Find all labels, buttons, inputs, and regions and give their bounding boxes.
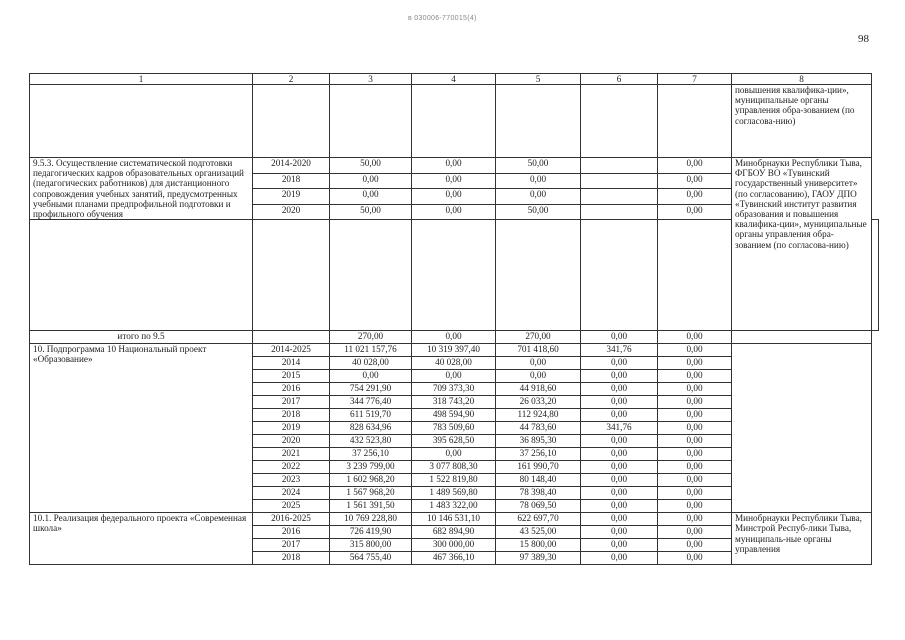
year-cell: 2016 bbox=[253, 383, 330, 396]
value-cell: 682 894,90 bbox=[412, 526, 496, 539]
year-cell: 2017 bbox=[253, 396, 330, 409]
table-row bbox=[30, 344, 879, 357]
value-cell: 0,00 bbox=[496, 173, 581, 189]
value-cell: 1 602 968,20 bbox=[330, 474, 412, 487]
value-cell: 112 924,80 bbox=[496, 409, 581, 422]
year-cell: 2019 bbox=[253, 422, 330, 435]
value-cell: 0,00 bbox=[581, 409, 658, 422]
value-cell: 300 000,00 bbox=[412, 539, 496, 552]
value-cell: 50,00 bbox=[496, 204, 581, 220]
year-cell: 2023 bbox=[253, 474, 330, 487]
value-cell: 0,00 bbox=[581, 539, 658, 552]
value-cell: 315 800,00 bbox=[330, 539, 412, 552]
value-cell: 0,00 bbox=[330, 189, 412, 205]
header-cell: 7 bbox=[658, 74, 732, 85]
value-cell bbox=[581, 189, 658, 205]
value-cell: 0,00 bbox=[658, 422, 732, 435]
value-cell: 0,00 bbox=[496, 189, 581, 205]
value-cell: 40 028,00 bbox=[412, 357, 496, 370]
value-cell: 44 918,60 bbox=[496, 383, 581, 396]
budget-table bbox=[29, 73, 879, 565]
value-cell: 341,76 bbox=[581, 344, 658, 357]
value-cell: 78 398,40 bbox=[496, 487, 581, 500]
value-cell: 0,00 bbox=[581, 383, 658, 396]
value-cell: 0,00 bbox=[658, 487, 732, 500]
value-cell: 37 256,10 bbox=[496, 448, 581, 461]
year-cell: 2014 bbox=[253, 357, 330, 370]
value-cell: 0,00 bbox=[581, 461, 658, 474]
value-cell: 783 509,60 bbox=[412, 422, 496, 435]
value-cell: 0,00 bbox=[581, 435, 658, 448]
year-cell: 2020 bbox=[253, 204, 330, 220]
value-cell: 0,00 bbox=[658, 331, 732, 344]
header-cell: 3 bbox=[330, 74, 412, 85]
value-cell: 754 291,90 bbox=[330, 383, 412, 396]
value-cell: 1 567 968,20 bbox=[330, 487, 412, 500]
year-cell: 2024 bbox=[253, 487, 330, 500]
header-row bbox=[30, 74, 879, 85]
value-cell: 36 895,30 bbox=[496, 435, 581, 448]
year-cell: 2025 bbox=[253, 500, 330, 513]
value-cell: 0,00 bbox=[658, 189, 732, 205]
value-cell: 0,00 bbox=[658, 526, 732, 539]
value-cell: 0,00 bbox=[581, 526, 658, 539]
value-cell: 0,00 bbox=[658, 396, 732, 409]
value-cell: 10 146 531,10 bbox=[412, 513, 496, 526]
value-cell: 498 594,90 bbox=[412, 409, 496, 422]
value-cell: 1 522 819,80 bbox=[412, 474, 496, 487]
value-cell: 26 033,20 bbox=[496, 396, 581, 409]
value-cell: 10 319 397,40 bbox=[412, 344, 496, 357]
year-cell: 2014-2025 bbox=[253, 344, 330, 357]
value-cell: 0,00 bbox=[658, 158, 732, 174]
year-cell: 2018 bbox=[253, 173, 330, 189]
page-number: 98 bbox=[858, 33, 869, 45]
value-cell: 0,00 bbox=[412, 204, 496, 220]
year-cell: 2018 bbox=[253, 409, 330, 422]
value-cell: 0,00 bbox=[581, 487, 658, 500]
value-cell: 0,00 bbox=[658, 552, 732, 565]
year-cell: 2019 bbox=[253, 189, 330, 205]
value-cell: 0,00 bbox=[658, 204, 732, 220]
value-cell: 0,00 bbox=[330, 173, 412, 189]
value-cell: 37 256,10 bbox=[330, 448, 412, 461]
value-cell: 11 021 157,76 bbox=[330, 344, 412, 357]
value-cell: 0,00 bbox=[658, 461, 732, 474]
value-cell: 318 743,20 bbox=[412, 396, 496, 409]
total-row bbox=[30, 331, 879, 344]
value-cell: 0,00 bbox=[581, 474, 658, 487]
year-cell: 2021 bbox=[253, 448, 330, 461]
year-cell: 2015 bbox=[253, 370, 330, 383]
value-cell bbox=[581, 173, 658, 189]
value-cell: 341,76 bbox=[581, 422, 658, 435]
item-label: 10. Подпрограмма 10 Национальный проект «Образование» bbox=[30, 344, 253, 513]
value-cell: 0,00 bbox=[658, 474, 732, 487]
value-cell: 161 990,70 bbox=[496, 461, 581, 474]
value-cell: 0,00 bbox=[658, 370, 732, 383]
value-cell: 0,00 bbox=[581, 396, 658, 409]
header-cell: 6 bbox=[581, 74, 658, 85]
value-cell: 622 697,70 bbox=[496, 513, 581, 526]
value-cell: 50,00 bbox=[496, 158, 581, 174]
value-cell: 0,00 bbox=[658, 383, 732, 396]
year-cell: 2016 bbox=[253, 526, 330, 539]
value-cell: 1 483 322,00 bbox=[412, 500, 496, 513]
value-cell: 0,00 bbox=[658, 344, 732, 357]
value-cell: 0,00 bbox=[496, 370, 581, 383]
value-cell: 0,00 bbox=[581, 448, 658, 461]
year-cell: 2014-2020 bbox=[253, 158, 330, 174]
total-label: итого по 9.5 bbox=[30, 331, 253, 344]
value-cell: 432 523,80 bbox=[330, 435, 412, 448]
year-cell: 2017 bbox=[253, 539, 330, 552]
value-cell: 0,00 bbox=[658, 539, 732, 552]
year-cell: 2016-2025 bbox=[253, 513, 330, 526]
value-cell: 0,00 bbox=[581, 552, 658, 565]
item-label: 9.5.3. Осуществление систематической подготовки педагогических кадров образовательных организаций (педагогических работников) для дистанционного сопровождения учебных занятий, предусмотренных учебными планами предпрофильной подготовки и профильного обучения bbox=[30, 158, 253, 220]
value-cell: 40 028,00 bbox=[330, 357, 412, 370]
value-cell: 726 419,90 bbox=[330, 526, 412, 539]
value-cell: 0,00 bbox=[412, 331, 496, 344]
value-cell bbox=[581, 204, 658, 220]
item-label: 10.1. Реализация федерального проекта «Современная школа» bbox=[30, 513, 253, 565]
value-cell: 97 389,30 bbox=[496, 552, 581, 565]
year-cell: 2020 bbox=[253, 435, 330, 448]
value-cell: 0,00 bbox=[581, 370, 658, 383]
value-cell: 10 769 228,80 bbox=[330, 513, 412, 526]
value-cell: 467 366,10 bbox=[412, 552, 496, 565]
value-cell: 0,00 bbox=[658, 357, 732, 370]
value-cell: 709 373,30 bbox=[412, 383, 496, 396]
value-cell: 0,00 bbox=[658, 409, 732, 422]
value-cell: 611 519,70 bbox=[330, 409, 412, 422]
value-cell: 0,00 bbox=[581, 357, 658, 370]
value-cell: 78 069,50 bbox=[496, 500, 581, 513]
value-cell: 3 077 808,30 bbox=[412, 461, 496, 474]
value-cell: 1 561 391,50 bbox=[330, 500, 412, 513]
value-cell: 0,00 bbox=[412, 370, 496, 383]
value-cell: 1 489 569,80 bbox=[412, 487, 496, 500]
document-stamp: в 030006-770015(4) bbox=[408, 15, 477, 22]
table-row bbox=[30, 513, 879, 526]
value-cell: 50,00 bbox=[330, 204, 412, 220]
value-cell: 0,00 bbox=[658, 500, 732, 513]
value-cell: 0,00 bbox=[412, 448, 496, 461]
year-cell: 2022 bbox=[253, 461, 330, 474]
value-cell: 0,00 bbox=[658, 448, 732, 461]
value-cell: 270,00 bbox=[330, 331, 412, 344]
continuation-row bbox=[30, 85, 879, 158]
value-cell: 0,00 bbox=[330, 370, 412, 383]
value-cell: 15 800,00 bbox=[496, 539, 581, 552]
value-cell: 828 634,96 bbox=[330, 422, 412, 435]
value-cell: 43 525,00 bbox=[496, 526, 581, 539]
header-cell: 8 bbox=[732, 74, 872, 85]
value-cell: 0,00 bbox=[658, 435, 732, 448]
value-cell: 395 628,50 bbox=[412, 435, 496, 448]
value-cell: 270,00 bbox=[496, 331, 581, 344]
value-cell: 701 418,60 bbox=[496, 344, 581, 357]
header-cell: 1 bbox=[30, 74, 253, 85]
value-cell: 564 755,40 bbox=[330, 552, 412, 565]
value-cell: 0,00 bbox=[581, 500, 658, 513]
header-cell: 4 bbox=[412, 74, 496, 85]
value-cell: 3 239 799,00 bbox=[330, 461, 412, 474]
executor-cell: Минобрнауки Республики Тыва, ФГБОУ ВО «Тувинский государственный университет» (по согласованию), ГАОУ ДПО «Тувинский институт развития образования и повышения квалифика-ции», муниципальные органы управления обра-зованием (по согласова-нию) bbox=[732, 158, 872, 331]
header-cell: 5 bbox=[496, 74, 581, 85]
value-cell: 0,00 bbox=[581, 331, 658, 344]
value-cell: 0,00 bbox=[496, 357, 581, 370]
value-cell: 0,00 bbox=[412, 189, 496, 205]
executor-cell: повышения квалифика-ции», муниципальные органы управления обра-зованием (по согласова-нию) bbox=[732, 85, 872, 158]
value-cell: 0,00 bbox=[412, 173, 496, 189]
table-row bbox=[30, 158, 879, 174]
year-cell: 2018 bbox=[253, 552, 330, 565]
value-cell: 344 776,40 bbox=[330, 396, 412, 409]
value-cell: 0,00 bbox=[412, 158, 496, 174]
header-cell: 2 bbox=[253, 74, 330, 85]
value-cell: 0,00 bbox=[658, 173, 732, 189]
executor-cell: Минобрнауки Республики Тыва, Минстрой Респуб-лики Тыва, муниципаль-ные органы управления bbox=[732, 513, 872, 565]
value-cell: 44 783,60 bbox=[496, 422, 581, 435]
value-cell: 50,00 bbox=[330, 158, 412, 174]
value-cell bbox=[581, 158, 658, 174]
value-cell: 80 148,40 bbox=[496, 474, 581, 487]
value-cell: 0,00 bbox=[581, 513, 658, 526]
value-cell: 0,00 bbox=[658, 513, 732, 526]
executor-cell bbox=[732, 344, 872, 513]
